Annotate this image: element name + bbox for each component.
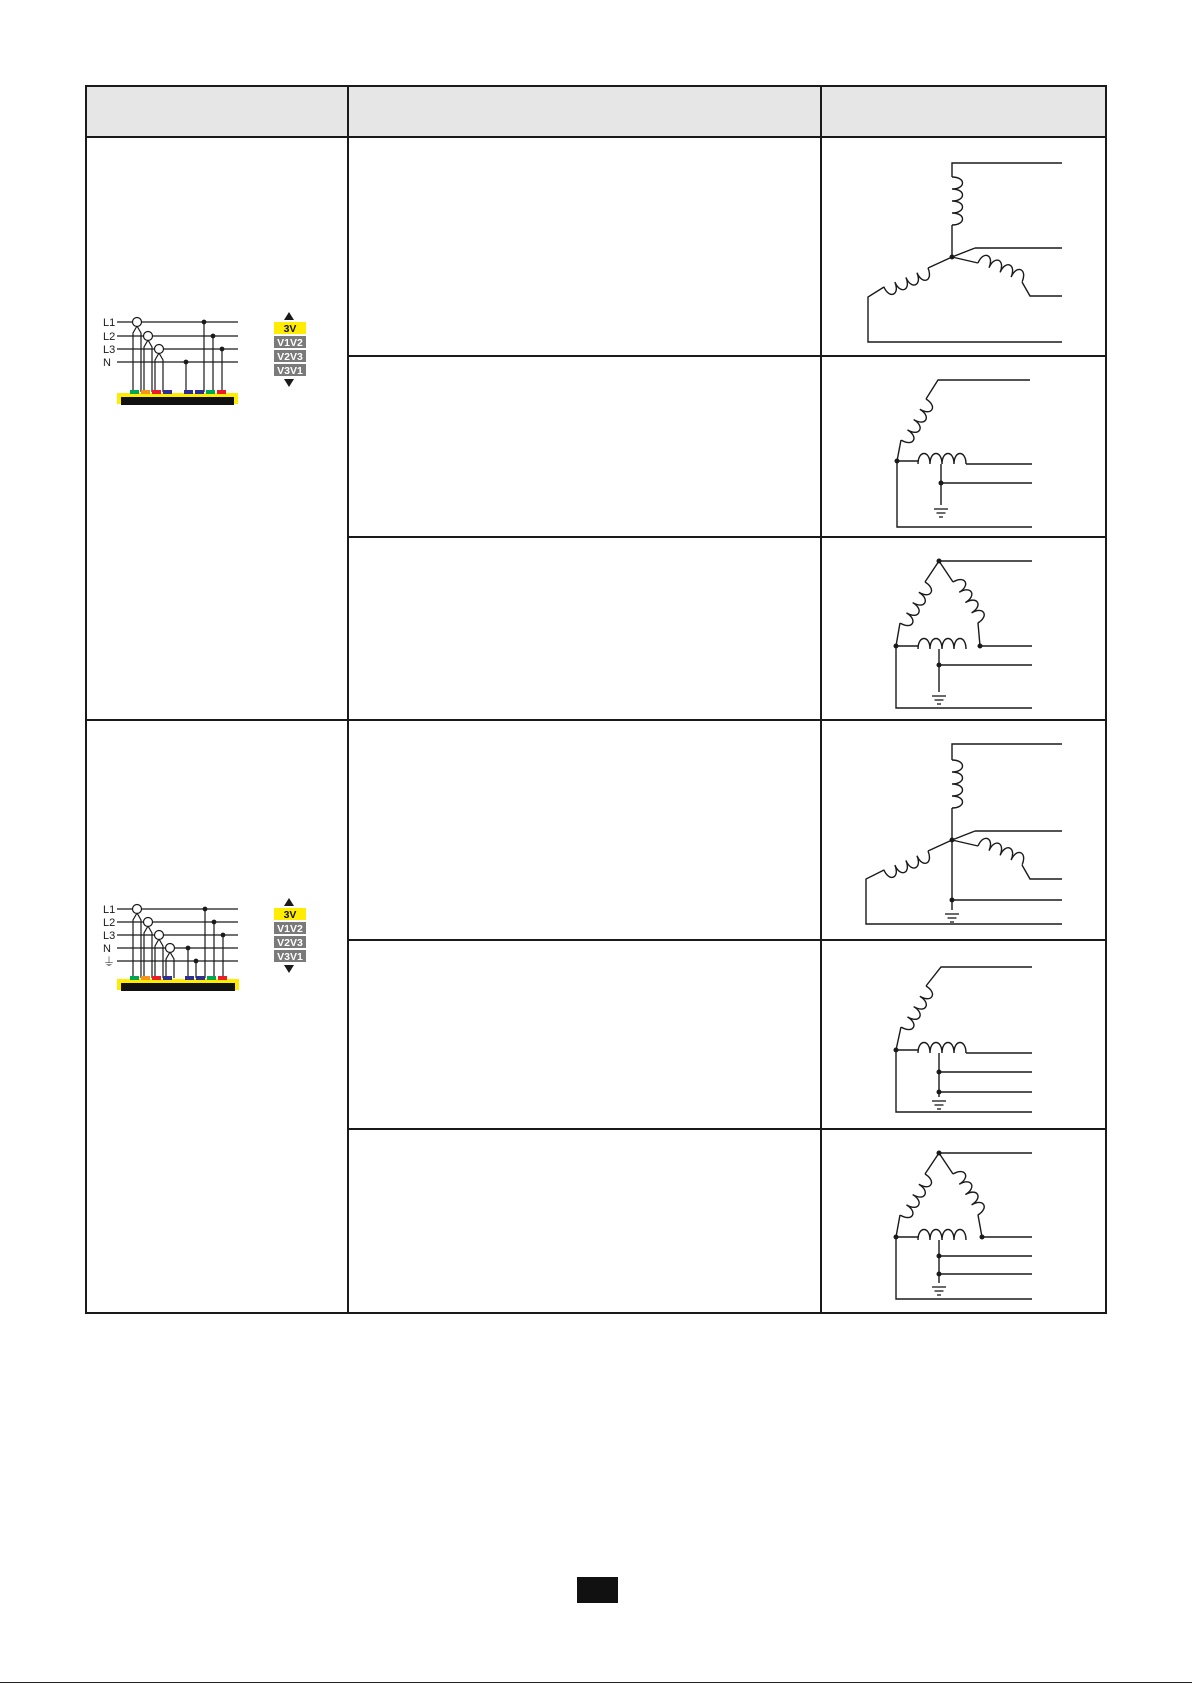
connection-table [86,86,1106,1313]
line-label-l1: L1 [103,904,116,916]
schematic-open-delta-3-wire [895,380,1032,527]
arrow-up-icon[interactable] [284,312,294,320]
line-labels [103,904,115,969]
line-labels [103,317,115,369]
earth-icon: ⏚ [103,955,116,969]
schematic-delta-4-wire [894,1151,1032,1299]
menu-option-v3v1-label: V3V1 [277,951,303,963]
terminal-strip [117,976,239,991]
line-label-l3: L3 [103,344,116,356]
menu-option-v1v2-label: V1V2 [277,923,303,935]
arrow-up-icon[interactable] [284,898,294,906]
selector-group-2 [103,898,306,991]
schematic-star-4-wire [866,744,1062,924]
line-label-l1: L1 [103,317,116,329]
menu-option-v3v1-label: V3V1 [277,365,303,377]
line-label-l3: L3 [103,930,116,942]
line-label-l2: L2 [103,917,116,929]
line-label-l2: L2 [103,331,116,343]
menu-option-v1v2-label: V1V2 [277,337,303,349]
menu-option-v2v3-label: V2V3 [277,937,303,949]
selection-menu[interactable] [274,898,306,973]
menu-option-3v-label: 3V [283,323,297,335]
schematic-delta-3-wire [894,559,1032,708]
selector-group-1 [103,312,306,405]
terminal-strip [117,390,238,405]
header-row [86,86,1106,137]
selection-menu[interactable] [274,312,306,387]
line-label-n: N [103,943,111,955]
schematic-open-delta-4-wire [894,967,1032,1112]
line-label-n: N [103,357,111,369]
menu-option-3v-label: 3V [283,909,297,921]
page-number-box [577,1577,618,1603]
menu-option-v2v3-label: V2V3 [277,351,303,363]
bottom-rule [0,1682,1192,1683]
arrow-down-icon[interactable] [284,965,294,973]
schematic-star-3-wire [868,163,1062,342]
wiring-diagram-3w [117,318,238,393]
arrow-down-icon[interactable] [284,379,294,387]
wiring-diagram-4w-earth [117,905,238,979]
